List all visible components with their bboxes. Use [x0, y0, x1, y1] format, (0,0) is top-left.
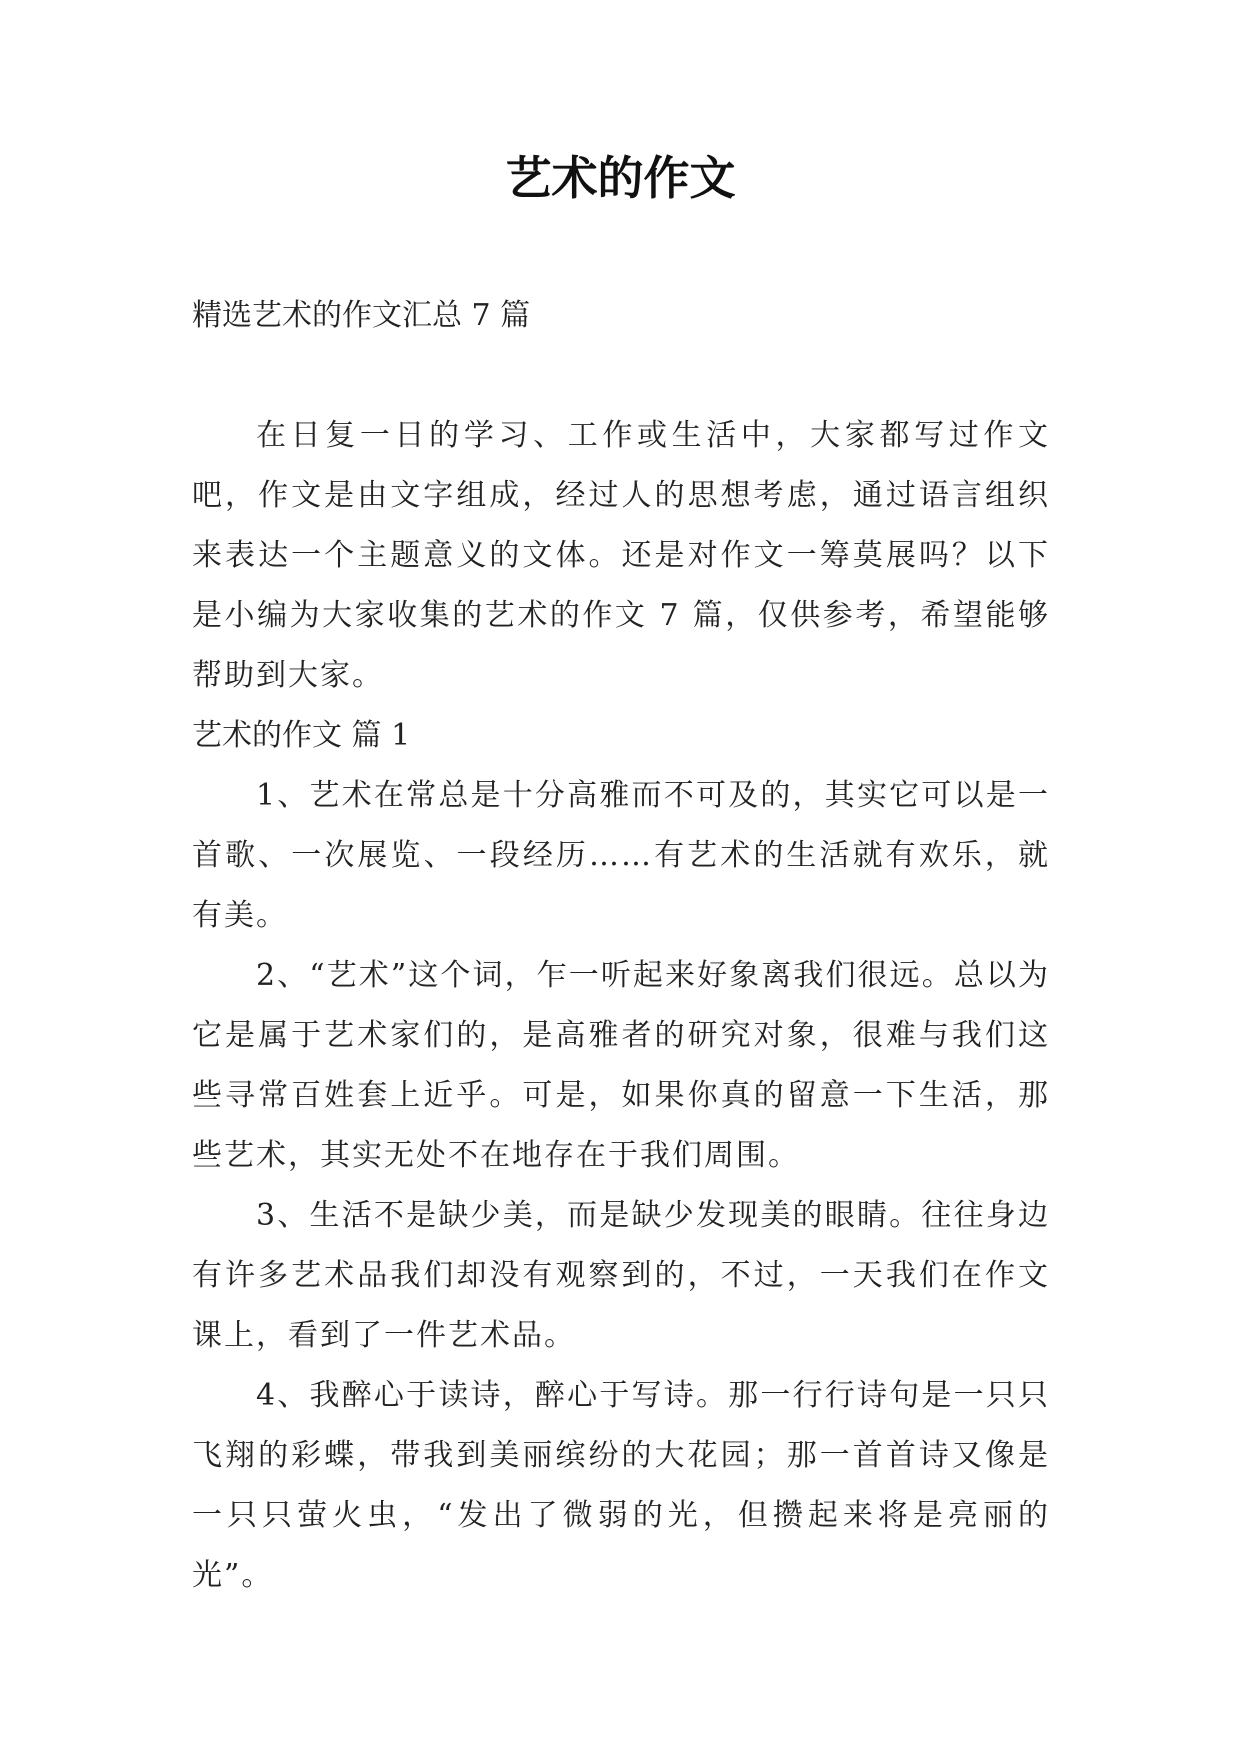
- body-paragraph: 1、艺术在常总是十分高雅而不可及的，其实它可以是一首歌、一次展览、一段经历……有艺术的生活就有欢乐，就有美。: [192, 778, 1050, 933]
- document-subtitle: 精选艺术的作文汇总 7 篇: [192, 298, 531, 333]
- body-paragraph: 2、“艺术”这个词，乍一听起来好象离我们很远。总以为它是属于艺术家们的，是高雅者的研究对象，很难与我们这些寻常百姓套上近乎。可是，如果你真的留意一下生活，那些艺术，其实无处不在地存在于我们周围。: [192, 958, 1050, 1173]
- document-title: 艺术的作文: [505, 151, 736, 205]
- intro-paragraph: 在日复一日的学习、工作或生活中，大家都写过作文吧，作文是由文字组成，经过人的思想考虑，通过语言组织来表达一个主题意义的文体。还是对作文一筹莫展吗？以下是小编为大家收集的艺术的作文 7 篇，仅供参考，希望能够帮助到大家。: [192, 418, 1050, 693]
- document-body: [192, 406, 1050, 1606]
- body-paragraph: 4、我醉心于读诗，醉心于写诗。那一行行诗句是一只只飞翔的彩蝶，带我到美丽缤纷的大花园；那一首首诗又像是一只只萤火虫，“发出了微弱的光，但攒起来将是亮丽的光”。: [192, 1378, 1050, 1593]
- section-heading: 艺术的作文 篇 1: [192, 718, 411, 753]
- body-paragraph: 3、生活不是缺少美，而是缺少发现美的眼睛。往往身边有许多艺术品我们却没有观察到的，不过，一天我们在作文课上，看到了一件艺术品。: [192, 1198, 1050, 1353]
